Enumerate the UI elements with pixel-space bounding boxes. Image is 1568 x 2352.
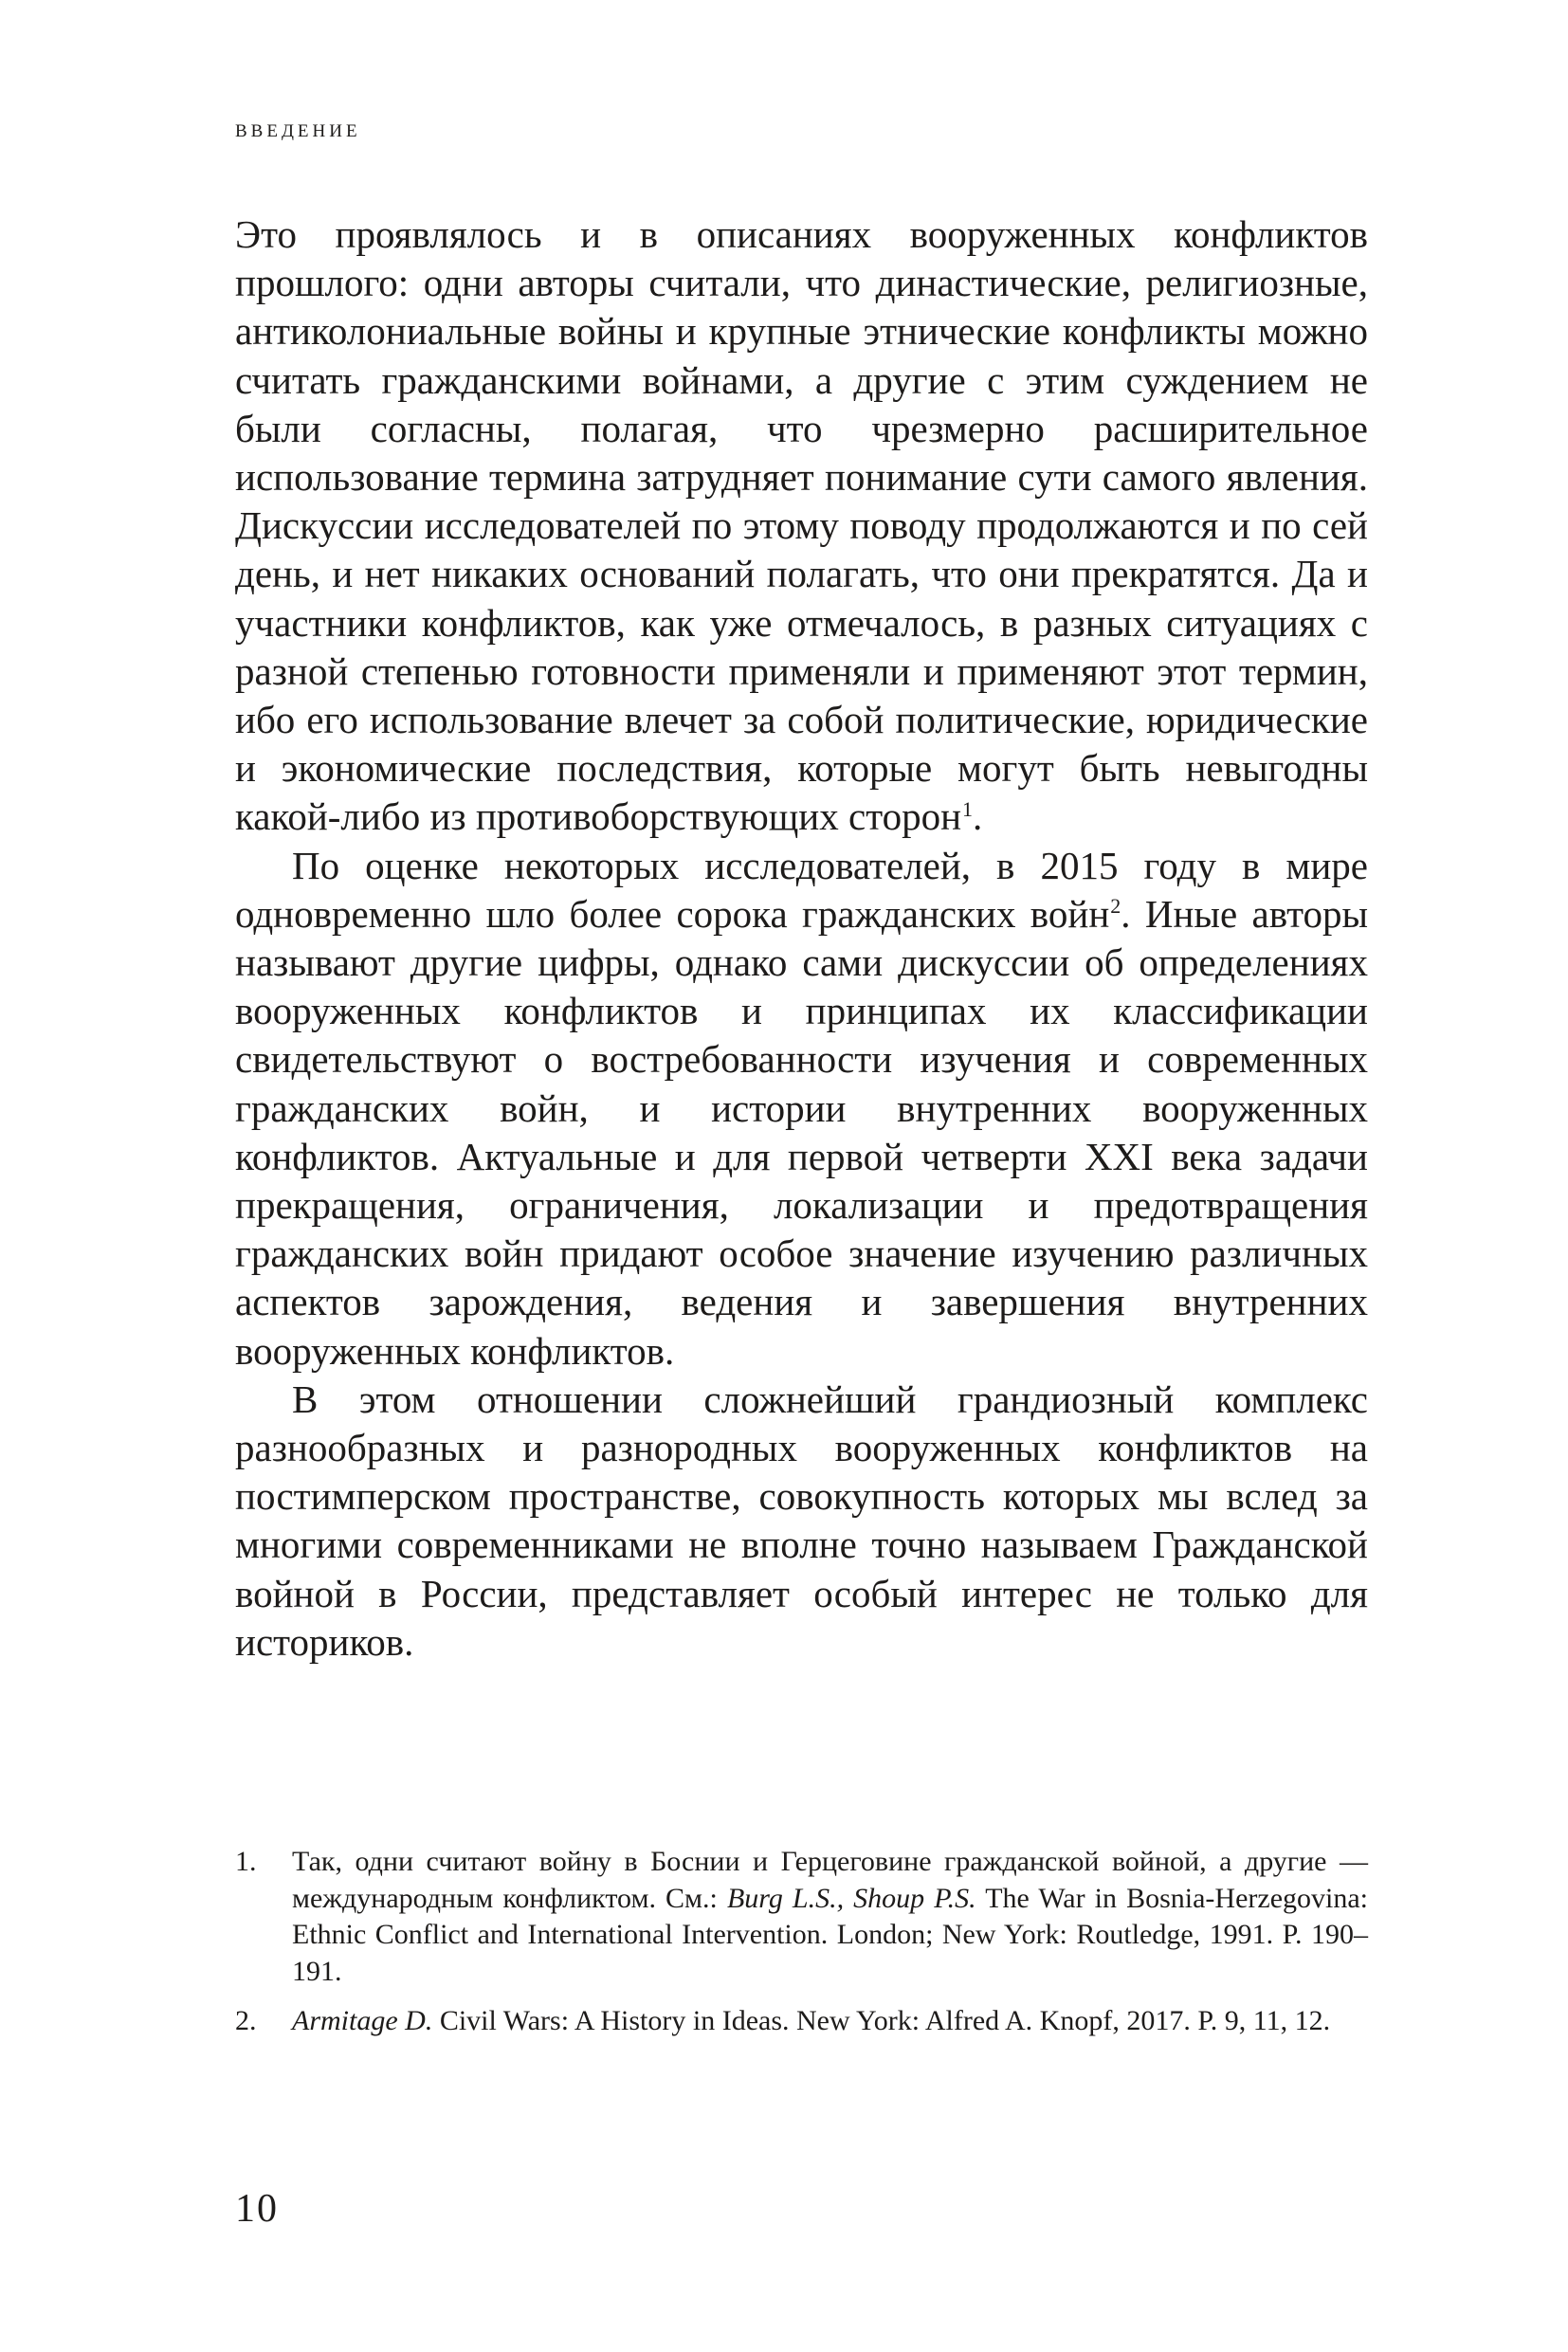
footnote-authors: Armitage D.	[292, 2005, 433, 2036]
footnote-authors: Burg L.S., Shoup P.S.	[726, 1882, 976, 1914]
main-text	[235, 210, 1368, 1667]
paragraph	[235, 1376, 1368, 1667]
footnote-text	[292, 2003, 1368, 2040]
footnote	[235, 1844, 1368, 1990]
paragraph	[235, 210, 1368, 842]
footnote-ref: 2	[1110, 894, 1121, 919]
footnote-text	[292, 1844, 1368, 1990]
page-number: 10	[235, 2187, 279, 2231]
footnote-text-after: Civil Wars: A History in Ideas. New York: Alfred A. Knopf, 2017. P. 9, 11, 12.	[432, 2005, 1331, 2036]
footnote-ref: 1	[962, 796, 974, 821]
footnote-text-after: The War in Bosnia-Herzegovina: Ethnic Conflict and International Intervention. London; New York: Routledge, 1991. P. 190–191.	[292, 1882, 1368, 1987]
paragraph-tail: . Иные авторы называют другие цифры, однако сами дискуссии об определениях вооруженных конфликтов и принципах их классификации свидетельствуют о востребованности изучения и современных гражданских войн, и истории внутренних вооруженных конфликтов. Актуальные и для первой четверти XXI века задачи прекращения, ограничения, локализации и предотвращения гражданских войн придают особое значение изучению различных аспектов зарождения, ведения и завершения внутренних вооруженных конфликтов.	[235, 891, 1368, 1373]
running-head: ВВЕДЕНИЕ	[235, 121, 361, 141]
paragraph-text: В этом отношении сложнейший грандиозный комплекс разнообразных и разнородных вооруженных конфликтов на постимперском пространстве, совокупность которых мы вслед за многими современниками не вполне точно называем Гражданской войной в России, представляет особый интерес не только для историков.	[235, 1377, 1368, 1664]
footnotes	[235, 1844, 1368, 2053]
paragraph-text: Это проявлялось и в описаниях вооруженных конфликтов прошлого: одни авторы считали, что династические, религиозные, антиколониальные войны и крупные этнические конфликты можно считать гражданскими войнами, а другие с этим суждением не были согласны, полагая, что чрезмерно расширительное использование термина затрудняет понимание сути самого явления. Дискуссии исследователей по этому поводу продолжаются и по сей день, и нет никаких оснований полагать, что они прекратятся. Да и участники конфликтов, как уже отмечалось, в разных ситуациях с разной степенью готовности применяли и применяют этот термин, ибо его использование влечет за собой политические, юридические и экономические последствия, которые могут быть невыгодны какой-либо из противоборствующих сторон	[235, 212, 1368, 839]
footnote-text-before: Так, одни считают войну в Боснии и Герцеговине гражданской войной, а другие — международным конфликтом. См.:	[292, 1846, 1368, 1914]
paragraph	[235, 842, 1368, 1376]
footnote	[235, 2003, 1368, 2040]
paragraph-text: По оценке некоторых исследователей, в 2015 году в мире одновременно шло более сорока гражданских войн	[235, 843, 1368, 936]
footnote-number: 1.	[235, 1846, 257, 1877]
paragraph-tail: .	[973, 794, 983, 839]
footnote-number: 2.	[235, 2005, 257, 2036]
